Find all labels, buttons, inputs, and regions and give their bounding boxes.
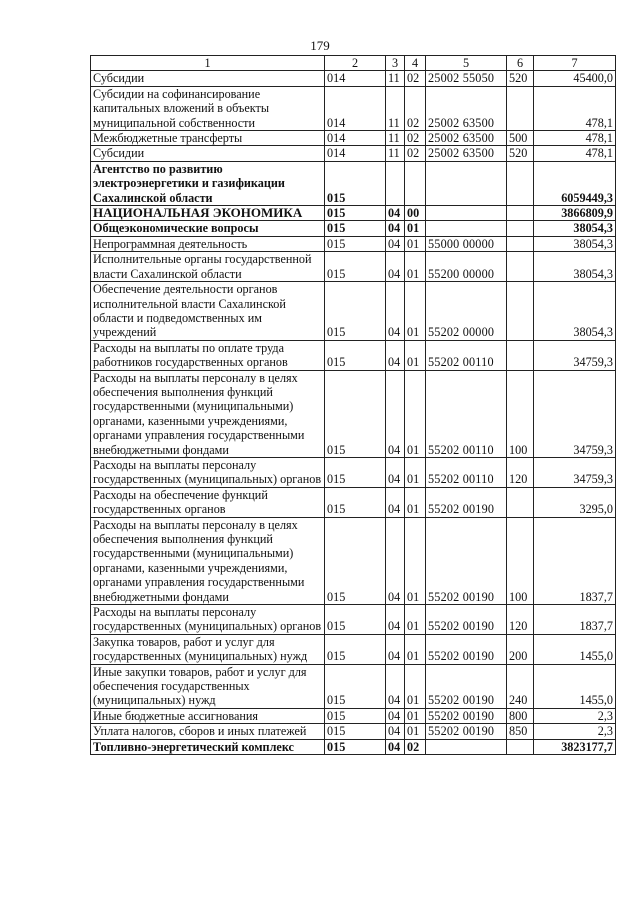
- expense-type-code: [507, 161, 534, 205]
- amount-value: 34759,3: [534, 457, 616, 487]
- table-row: [91, 664, 616, 708]
- subsection-code: 01: [405, 221, 426, 236]
- target-article-code: [426, 221, 507, 236]
- table-row: [91, 724, 616, 739]
- amount-value: 3295,0: [534, 487, 616, 517]
- section-code: 11: [386, 71, 405, 86]
- row-name: Исполнительные органы государственной власти Сахалинской области: [91, 252, 325, 282]
- expense-type-code: 500: [507, 131, 534, 146]
- expense-type-code: 850: [507, 724, 534, 739]
- page-number: 179: [310, 38, 330, 53]
- target-article-code: 25002 63500: [426, 146, 507, 161]
- subsection-code: 01: [405, 282, 426, 341]
- table-row: [91, 457, 616, 487]
- amount-value: 38054,3: [534, 252, 616, 282]
- subsection-code: 01: [405, 487, 426, 517]
- column-header: 6: [507, 56, 534, 71]
- subsection-code: 01: [405, 724, 426, 739]
- section-code: 04: [386, 664, 405, 708]
- amount-value: 3866809,9: [534, 206, 616, 221]
- subsection-code: 00: [405, 206, 426, 221]
- amount-value: 1455,0: [534, 634, 616, 664]
- table-row: [91, 161, 616, 205]
- target-article-code: 25002 63500: [426, 131, 507, 146]
- row-name: Расходы на выплаты персоналу в целях обеспечения выполнения функций государственными (муниципальными) органами, казенными учреждениями, органами управления государственными внебюджетными фондами: [91, 517, 325, 604]
- subsection-code: [405, 161, 426, 205]
- row-name: Непрограммная деятельность: [91, 236, 325, 251]
- target-article-code: 25002 55050: [426, 71, 507, 86]
- amount-value: 478,1: [534, 131, 616, 146]
- table-row: [91, 487, 616, 517]
- table-row: [91, 252, 616, 282]
- table-row: [91, 131, 616, 146]
- ministry-code: 015: [325, 517, 386, 604]
- expense-type-code: [507, 221, 534, 236]
- amount-value: 38054,3: [534, 282, 616, 341]
- subsection-code: 01: [405, 664, 426, 708]
- subsection-code: 01: [405, 457, 426, 487]
- row-name: Иные бюджетные ассигнования: [91, 708, 325, 723]
- section-code: 04: [386, 457, 405, 487]
- target-article-code: 55202 00000: [426, 282, 507, 341]
- table-row: [91, 340, 616, 370]
- expense-type-code: [507, 487, 534, 517]
- column-header: 1: [91, 56, 325, 71]
- ministry-code: 015: [325, 664, 386, 708]
- amount-value: 478,1: [534, 146, 616, 161]
- section-code: 04: [386, 708, 405, 723]
- expense-type-code: [507, 340, 534, 370]
- row-name: Топливно-энергетический комплекс: [91, 739, 325, 754]
- amount-value: 38054,3: [534, 236, 616, 251]
- ministry-code: 015: [325, 739, 386, 754]
- ministry-code: 015: [325, 161, 386, 205]
- section-code: 11: [386, 146, 405, 161]
- expense-type-code: 800: [507, 708, 534, 723]
- amount-value: 2,3: [534, 724, 616, 739]
- section-code: 04: [386, 206, 405, 221]
- table-row: [91, 739, 616, 754]
- column-header: 5: [426, 56, 507, 71]
- table-row: [91, 146, 616, 161]
- table-row: [91, 517, 616, 604]
- target-article-code: [426, 739, 507, 754]
- target-article-code: [426, 161, 507, 205]
- target-article-code: 55202 00110: [426, 370, 507, 457]
- table-row: [91, 370, 616, 457]
- target-article-code: [426, 206, 507, 221]
- table-row: [91, 86, 616, 130]
- amount-value: 1837,7: [534, 517, 616, 604]
- subsection-code: 01: [405, 634, 426, 664]
- amount-value: 38054,3: [534, 221, 616, 236]
- subsection-code: 01: [405, 605, 426, 635]
- table-row: [91, 708, 616, 723]
- amount-value: 34759,3: [534, 340, 616, 370]
- section-code: 04: [386, 487, 405, 517]
- amount-value: 34759,3: [534, 370, 616, 457]
- ministry-code: 015: [325, 370, 386, 457]
- target-article-code: 25002 63500: [426, 86, 507, 130]
- row-name: Расходы на выплаты персоналу государственных (муниципальных) органов: [91, 605, 325, 635]
- ministry-code: 015: [325, 236, 386, 251]
- ministry-code: 015: [325, 252, 386, 282]
- section-code: [386, 161, 405, 205]
- subsection-code: 02: [405, 86, 426, 130]
- ministry-code: 014: [325, 131, 386, 146]
- column-header: 7: [534, 56, 616, 71]
- table-row: [91, 221, 616, 236]
- subsection-code: 01: [405, 370, 426, 457]
- expense-type-code: [507, 206, 534, 221]
- ministry-code: 015: [325, 457, 386, 487]
- row-name: Общеэкономические вопросы: [91, 221, 325, 236]
- expense-type-code: [507, 86, 534, 130]
- target-article-code: 55000 00000: [426, 236, 507, 251]
- amount-value: 1837,7: [534, 605, 616, 635]
- table-row: [91, 605, 616, 635]
- table-row: [91, 236, 616, 251]
- section-code: 04: [386, 282, 405, 341]
- row-name: НАЦИОНАЛЬНАЯ ЭКОНОМИКА: [91, 206, 325, 221]
- target-article-code: 55202 00110: [426, 340, 507, 370]
- row-name: Закупка товаров, работ и услуг для государственных (муниципальных) нужд: [91, 634, 325, 664]
- section-code: 04: [386, 221, 405, 236]
- expense-type-code: [507, 236, 534, 251]
- target-article-code: 55202 00190: [426, 605, 507, 635]
- table-row: [91, 206, 616, 221]
- section-code: 04: [386, 370, 405, 457]
- row-name: Субсидии на софинансирование капитальных вложений в объекты муниципальной собственности: [91, 86, 325, 130]
- section-code: 04: [386, 634, 405, 664]
- amount-value: 1455,0: [534, 664, 616, 708]
- ministry-code: 015: [325, 724, 386, 739]
- amount-value: 3823177,7: [534, 739, 616, 754]
- subsection-code: 01: [405, 252, 426, 282]
- section-code: 04: [386, 252, 405, 282]
- ministry-code: 015: [325, 605, 386, 635]
- row-name: Расходы на выплаты персоналу в целях обеспечения выполнения функций государственными (муниципальными) органами, казенными учреждениями, органами управления государственными внебюджетными фондами: [91, 370, 325, 457]
- ministry-code: 015: [325, 487, 386, 517]
- target-article-code: 55202 00190: [426, 634, 507, 664]
- section-code: 04: [386, 517, 405, 604]
- row-name: Обеспечение деятельности органов исполнительной власти Сахалинской области и подведомственных им учреждений: [91, 282, 325, 341]
- ministry-code: 015: [325, 206, 386, 221]
- table-row: [91, 282, 616, 341]
- ministry-code: 014: [325, 146, 386, 161]
- section-code: 04: [386, 724, 405, 739]
- expense-type-code: 520: [507, 71, 534, 86]
- table-body: [91, 71, 616, 755]
- ministry-code: 015: [325, 708, 386, 723]
- expense-type-code: [507, 739, 534, 754]
- target-article-code: 55202 00110: [426, 457, 507, 487]
- expense-type-code: 100: [507, 517, 534, 604]
- subsection-code: 02: [405, 131, 426, 146]
- row-name: Расходы на обеспечение функций государственных органов: [91, 487, 325, 517]
- row-name: Расходы на выплаты персоналу государственных (муниципальных) органов: [91, 457, 325, 487]
- column-header: 3: [386, 56, 405, 71]
- row-name: Иные закупки товаров, работ и услуг для обеспечения государственных (муниципальных) нужд: [91, 664, 325, 708]
- target-article-code: 55202 00190: [426, 517, 507, 604]
- section-code: 11: [386, 131, 405, 146]
- amount-value: 2,3: [534, 708, 616, 723]
- table-row: [91, 71, 616, 86]
- row-name: Субсидии: [91, 146, 325, 161]
- expense-type-code: 240: [507, 664, 534, 708]
- subsection-code: 02: [405, 739, 426, 754]
- row-name: Межбюджетные трансферты: [91, 131, 325, 146]
- expense-type-code: 200: [507, 634, 534, 664]
- target-article-code: 55202 00190: [426, 664, 507, 708]
- budget-table: [90, 55, 616, 755]
- column-header: 4: [405, 56, 426, 71]
- section-code: 11: [386, 86, 405, 130]
- subsection-code: 01: [405, 236, 426, 251]
- section-code: 04: [386, 739, 405, 754]
- ministry-code: 015: [325, 634, 386, 664]
- target-article-code: 55202 00190: [426, 487, 507, 517]
- amount-value: 45400,0: [534, 71, 616, 86]
- subsection-code: 01: [405, 340, 426, 370]
- ministry-code: 015: [325, 340, 386, 370]
- ministry-code: 014: [325, 71, 386, 86]
- row-name: Агентство по развитию электроэнергетики и газификации Сахалинской области: [91, 161, 325, 205]
- expense-type-code: 120: [507, 457, 534, 487]
- expense-type-code: [507, 252, 534, 282]
- ministry-code: 014: [325, 86, 386, 130]
- column-number-row: [91, 56, 616, 71]
- amount-value: 6059449,3: [534, 161, 616, 205]
- table-row: [91, 634, 616, 664]
- subsection-code: 01: [405, 517, 426, 604]
- subsection-code: 01: [405, 708, 426, 723]
- row-name: Уплата налогов, сборов и иных платежей: [91, 724, 325, 739]
- subsection-code: 02: [405, 146, 426, 161]
- expense-type-code: 520: [507, 146, 534, 161]
- row-name: Расходы на выплаты по оплате труда работников государственных органов: [91, 340, 325, 370]
- expense-type-code: [507, 282, 534, 341]
- target-article-code: 55202 00190: [426, 708, 507, 723]
- column-header: 2: [325, 56, 386, 71]
- ministry-code: 015: [325, 221, 386, 236]
- section-code: 04: [386, 236, 405, 251]
- target-article-code: 55202 00190: [426, 724, 507, 739]
- expense-type-code: 120: [507, 605, 534, 635]
- section-code: 04: [386, 605, 405, 635]
- target-article-code: 55200 00000: [426, 252, 507, 282]
- expense-type-code: 100: [507, 370, 534, 457]
- ministry-code: 015: [325, 282, 386, 341]
- subsection-code: 02: [405, 71, 426, 86]
- section-code: 04: [386, 340, 405, 370]
- row-name: Субсидии: [91, 71, 325, 86]
- amount-value: 478,1: [534, 86, 616, 130]
